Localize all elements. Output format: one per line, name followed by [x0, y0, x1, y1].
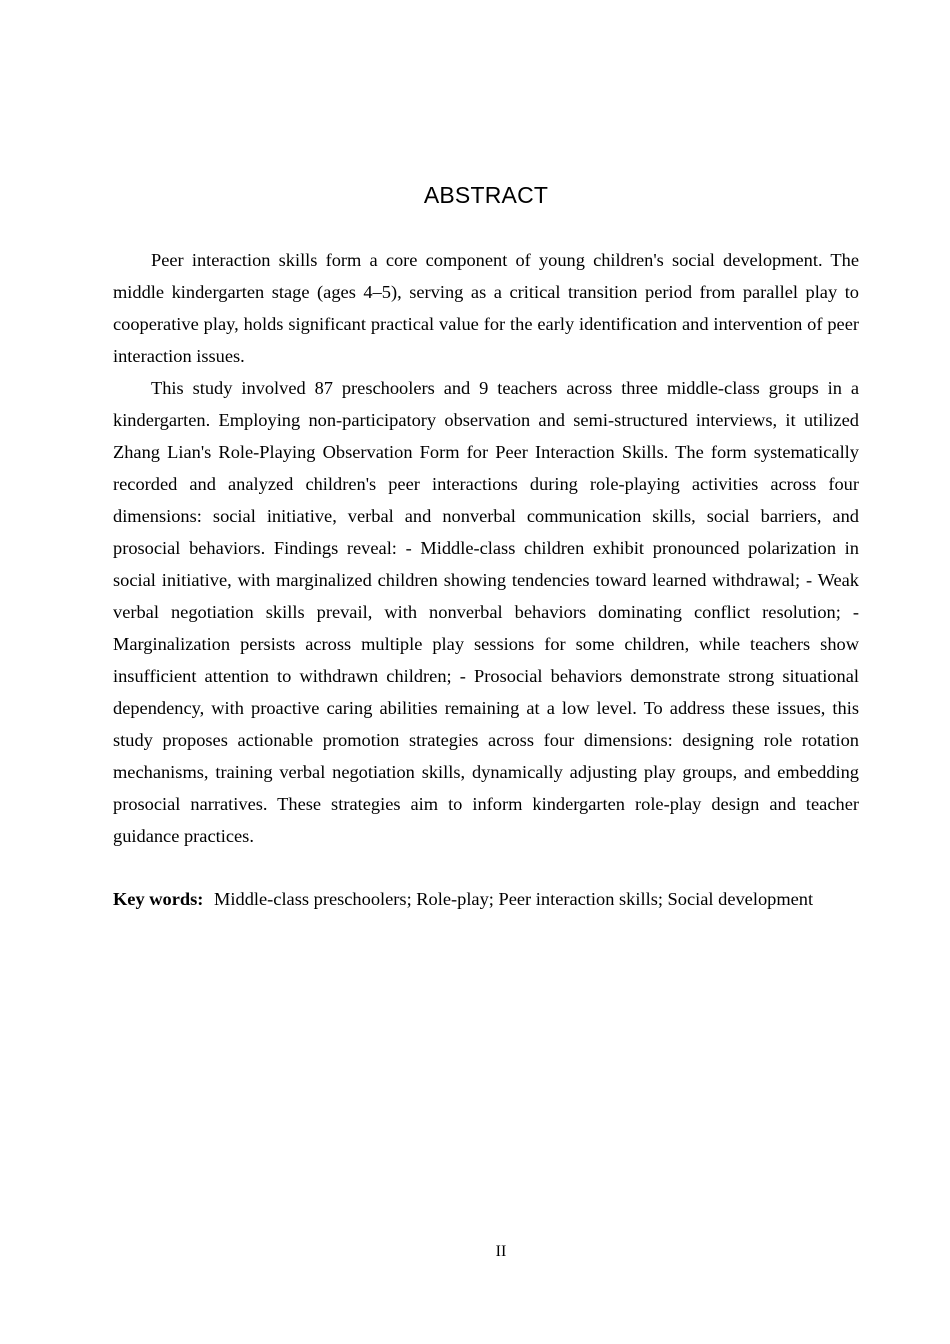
page-number: II: [495, 1243, 507, 1260]
keywords-text: Middle-class preschoolers; Role-play; Peer interaction skills; Social development: [214, 889, 814, 909]
keywords-line: [113, 883, 873, 915]
keywords-label: Key words:: [113, 889, 204, 909]
abstract-paragraph: Peer interaction skills form a core component of young children's social development. The middle kindergarten stage (ages 4–5), serving as a critical transition period from parallel play to cooperative play, holds significant practical value for the early identification and intervention of peer interaction issues.: [113, 250, 859, 366]
abstract-title: ABSTRACT: [423, 182, 549, 208]
abstract-paragraph: This study involved 87 preschoolers and 9 teachers across three middle-class groups in a kindergarten. Employing non-participatory observation and semi-structured interviews, it utilized Zhang Lian's Role-Playing Observation Form for Peer Interaction Skills. The form systematically recorded and analyzed children's peer interactions during role-playing activities across four dimensions: social initiative, verbal and nonverbal communication skills, social barriers, and prosocial behaviors. Findings reveal: - Middle-class children exhibit pronounced polarization in social initiative, with marginalized children showing tendencies toward learned withdrawal; - Weak verbal negotiation skills prevail, with nonverbal behaviors dominating conflict resolution; - Marginalization persists across multiple play sessions for some children, while teachers show insufficient attention to withdrawn children; - Prosocial behaviors demonstrate strong situational dependency, with proactive caring abilities remaining at a low level. To address these issues, this study proposes actionable promotion strategies across four dimensions: designing role rotation mechanisms, training verbal negotiation skills, dynamically adjusting play groups, and embedding prosocial narratives. These strategies aim to inform kindergarten role-play design and teacher guidance practices.: [113, 378, 859, 846]
abstract-body: [113, 244, 859, 852]
